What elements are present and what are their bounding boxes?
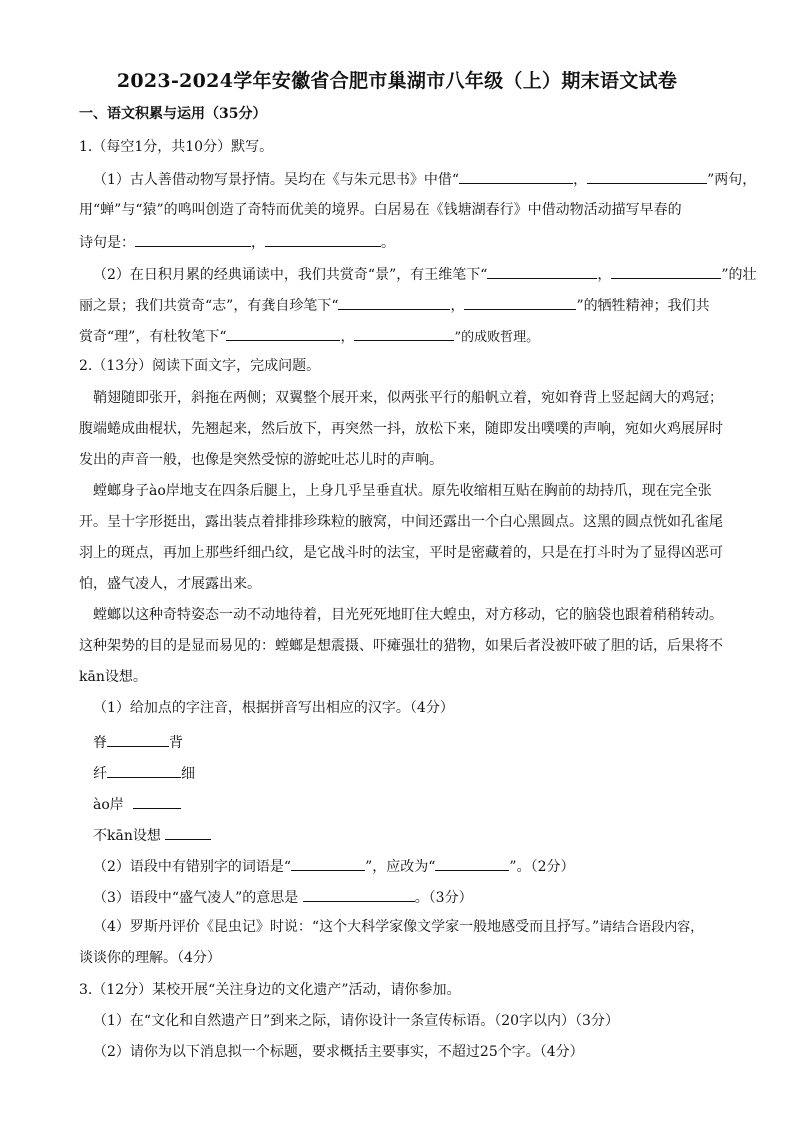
- answer-blank[interactable]: [133, 793, 181, 809]
- answer-blank[interactable]: [135, 231, 251, 247]
- passage-line: 羽上的斑点，再加上那些纤细凸纹，是它战斗时的法宝，平时是密藏着的，只是在打斗时为了显得凶恶可: [79, 545, 723, 561]
- answer-blank[interactable]: [303, 886, 415, 902]
- answer-blank[interactable]: [107, 762, 181, 778]
- answer-blank[interactable]: [226, 325, 340, 341]
- exam-title: 2023-2024学年安徽省合肥市巢湖市八年级（上）期末语文试卷: [116, 70, 678, 92]
- q2-sub1: （1）给加点的字注音，根据拼音写出相应的汉字。（4分）: [93, 700, 454, 716]
- passage-line: 腹端蜷成曲棍状，先翘起来，然后放下，再突然一抖，放松下来，随即发出噗噗的声响，宛如火鸡展屏时: [79, 421, 723, 437]
- passage-line: 这种架势的目的是显而易见的：螳螂是想震摄、吓瘫强壮的猎物，如果后者没被吓破了胆的话，后果将不: [79, 638, 723, 654]
- passage-line: 怕，盛气凌人，才展露出来。: [79, 576, 261, 592]
- answer-blank[interactable]: [107, 731, 169, 747]
- passage-line: 螳螂以这种奇特姿态一动不动地待着，目光死死地盯住大蝗虫，对方移动，它的脑袋也跟着稍稍转动。: [93, 607, 723, 623]
- answer-blank[interactable]: [165, 824, 211, 840]
- answer-blank[interactable]: [487, 263, 597, 279]
- answer-blank[interactable]: [611, 263, 721, 279]
- passage-line: 螳螂身子ào岸地支在四条后腿上，上身几乎呈垂直状。原先收缩相互贴在胸前的劫持爪，现在完全张: [93, 483, 712, 499]
- passage-line: 开。呈十字形挺出，露出装点着排排珍珠粒的腋窝，中间还露出一个白心黑圆点。这黑的圆点恍如孔雀尾: [79, 514, 723, 530]
- answer-blank[interactable]: [291, 855, 365, 871]
- q2-sub3: （3）语段中“盛气凌人”的意思是 。（3分）: [93, 886, 473, 908]
- q1-sub2-line3: 赏奇“理”，有杜牧笔下“ ， ”的成败哲理。: [79, 325, 539, 348]
- q2-item-4: 不kān设想: [93, 824, 211, 846]
- q3-stem: 3.（12分）某校开展“关注身边的文化遗产”活动，请你参加。: [79, 982, 461, 998]
- q2-sub4-line2: 谈谈你的理解。（4分）: [79, 950, 221, 966]
- q2-stem: 2.（13分）阅读下面文字，完成问题。: [79, 358, 321, 374]
- q1-sub1-line3: 诗句是： ， 。: [79, 231, 395, 253]
- q3-sub2: （2）请你为以下消息拟一个标题，要求概括主要事实，不超过25个字。（4分）: [93, 1044, 584, 1060]
- answer-blank[interactable]: [459, 168, 573, 184]
- q2-item-1: 脊 背: [93, 731, 183, 753]
- q1-sub1-line2: 用“蝉”与“猿”的鸣叫创造了奇特而优美的境界。白居易在《钱塘湖春行》中借动物活动描写早春的: [79, 202, 682, 218]
- q1-sub2-line1: （2）在日积月累的经典诵读中，我们共赏奇“景”，有王维笔下“ ， ”的壮: [93, 263, 757, 285]
- passage-line: 发出的声音一般，也像是突然受惊的游蛇吐芯儿时的声响。: [79, 452, 443, 468]
- q1-sub2-line2: 丽之景；我们共赏奇“志”，有龚自珍笔下“ ， ”的牺牲精神；我们共: [79, 294, 710, 316]
- answer-blank[interactable]: [354, 325, 454, 341]
- answer-blank[interactable]: [464, 294, 576, 310]
- q3-sub1: （1）在“文化和自然遗产日”到来之际，请你设计一条宣传标语。（20字以内）（3分）: [93, 1013, 619, 1029]
- passage-line: kān设想。: [79, 669, 147, 685]
- q1-stem: 1.（每空1分，共10分）默写。: [79, 139, 274, 155]
- q2-item-3: ào岸: [93, 793, 181, 815]
- q2-sub4-line1: （4）罗斯丹评价《昆虫记》时说：“这个大科学家像文学家一般地感受而且抒写。”请结合语段内容，: [93, 919, 704, 935]
- q1-sub1-line1: （1）古人善借动物写景抒情。吴均在《与朱元思书》中借“ ， ”两句，: [93, 168, 756, 190]
- section-heading: 一、语文积累与运用（35分）: [79, 106, 267, 122]
- q2-sub2: （2）语段中有错别字的词语是“ ”，应改为“ ”。（2分）: [93, 855, 574, 877]
- answer-blank[interactable]: [338, 294, 450, 310]
- passage-line: 鞘翅随即张开，斜拖在两侧；双翼整个展开来，似两张平行的船帆立着，宛如脊背上竖起阔大的鸡冠；: [93, 390, 723, 406]
- q2-item-2: 纤 细: [93, 762, 195, 784]
- answer-blank[interactable]: [587, 168, 707, 184]
- answer-blank[interactable]: [265, 231, 381, 247]
- answer-blank[interactable]: [435, 855, 509, 871]
